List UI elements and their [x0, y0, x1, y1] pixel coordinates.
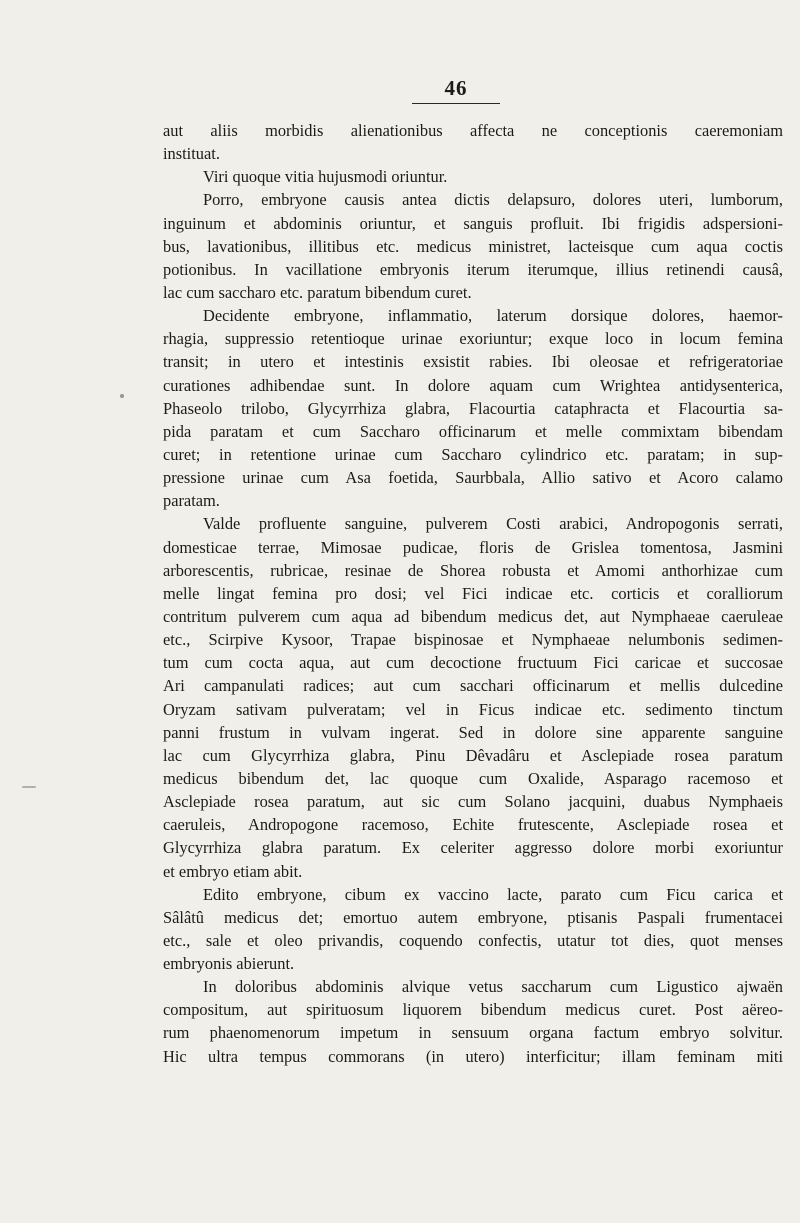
text-line: etc., sale et oleo privandis, coquendo confectis, utatur tot dies, quot menses — [163, 930, 783, 950]
text-line: Glycyrrhiza glabra paratum. Ex celeriter aggresso dolore morbi exoriuntur — [163, 838, 783, 858]
text-line: caeruleis, Andropogone racemoso, Echite frutescente, Asclepiade rosea et — [163, 815, 783, 835]
text-line: Phaseolo trilobo, Glycyrrhiza glabra, Flacourtia cataphracta et Flacourtia sa- — [163, 398, 783, 418]
text-line: In doloribus abdominis alvique vetus saccharum cum Ligustico ajwaën — [203, 977, 783, 997]
text-line: arborescentis, rubricae, resinae de Shorea robusta et Amomi anthorhizae cum — [163, 560, 783, 580]
paper-speck — [120, 394, 124, 398]
text-line: rhagia, suppressio retentioque urinae exoriuntur; exque loco in locum femina — [163, 329, 783, 349]
text-line: lac cum Glycyrrhiza glabra, Pinu Dêvadâru et Asclepiade rosea paratum — [163, 745, 783, 765]
text-line: pida paratam et cum Saccharo officinarum et melle commixtam bibendam — [163, 421, 783, 441]
text-line: bus, lavationibus, illitibus etc. medicus ministret, lacteisque cum aqua coctis — [163, 236, 783, 256]
text-line: instituat. — [163, 144, 220, 164]
text-line: Porro, embryone causis antea dictis delapsuro, dolores uteri, lumborum, — [203, 190, 783, 210]
page-number: 46 — [444, 76, 468, 100]
text-line: contritum pulverem cum aqua ad bibendum medicus det, aut Nymphaeae caeruleae — [163, 606, 783, 626]
text-line: Oryzam sativam pulveratam; vel in Ficus indicae etc. sedimento tinctum — [163, 699, 783, 719]
text-line: et embryo etiam abit. — [163, 861, 303, 881]
text-line: Viri quoque vitia hujusmodi oriuntur. — [203, 167, 448, 187]
text-line: panni frustum in vulvam ingerat. Sed in dolore sine apparente sanguine — [163, 722, 783, 742]
text-line: curationes adhibendae sunt. In dolore aquam cum Wrightea antidysenterica, — [163, 375, 783, 395]
text-line: Edito embryone, cibum ex vaccino lacte, parato cum Ficu carica et — [203, 884, 783, 904]
text-line: embryonis abierunt. — [163, 954, 295, 974]
text-line: Ari campanulati radices; aut cum sacchari officinarum et mellis dulcedine — [163, 676, 783, 696]
text-line: rum phaenomenorum impetum in sensuum organa factum embryo solvitur. — [163, 1023, 783, 1043]
text-line: medicus bibendum det, lac quoque cum Oxalide, Asparago racemoso et — [163, 768, 783, 788]
text-line: domesticae terrae, Mimosae pudicae, floris de Grislea tomentosa, Jasmini — [163, 537, 783, 557]
text-line: lac cum saccharo etc. paratum bibendum curet. — [163, 282, 472, 302]
text-line: inguinum et abdominis oriuntur, et sanguis profluit. Ibi frigidis adspersioni- — [163, 213, 783, 233]
text-line: Decidente embryone, inflammatio, laterum dorsique dolores, haemor- — [203, 306, 783, 326]
text-line: Valde profluente sanguine, pulverem Costi arabici, Andropogonis serrati, — [203, 514, 783, 534]
text-line: Hic ultra tempus commorans (in utero) interficitur; illam feminam miti — [163, 1046, 783, 1066]
text-line: curet; in retentione urinae cum Saccharo cylindrico etc. paratam; in sup- — [163, 444, 783, 464]
body-text — [163, 119, 783, 1068]
text-line: Asclepiade rosea paratum, aut sic cum Solano jacquini, duabus Nymphaeis — [163, 792, 783, 812]
text-line: etc., Scirpive Kysoor, Trapae bispinosae et Nymphaeae nelumbonis sedimen- — [163, 630, 783, 650]
page-number-rule — [412, 103, 500, 104]
text-line: tum cum cocta aqua, aut cum decoctione fructuum Fici caricae et succosae — [163, 653, 783, 673]
text-line: compositum, aut spirituosum liquorem bibendum medicus curet. Post aëreo- — [163, 1000, 783, 1020]
text-line: Sâlâtû medicus det; emortuo autem embryone, ptisanis Paspali frumentacei — [163, 907, 783, 927]
text-line: aut aliis morbidis alienationibus affecta ne conceptionis caeremoniam — [163, 121, 783, 140]
text-line: potionibus. In vacillatione embryonis iterum iterumque, illius retinendi causâ, — [163, 259, 783, 279]
text-line: pressione urinae cum Asa foetida, Saurbbala, Allio sativo et Acoro calamo — [163, 468, 783, 488]
text-line: melle lingat femina pro dosi; vel Fici indicae etc. corticis et coralliorum — [163, 583, 783, 603]
text-line: paratam. — [163, 491, 220, 511]
paper-speck — [22, 786, 36, 788]
text-line: transit; in utero et intestinis exsistit rabies. Ibi oleosae et refrigeratoriae — [163, 352, 783, 372]
